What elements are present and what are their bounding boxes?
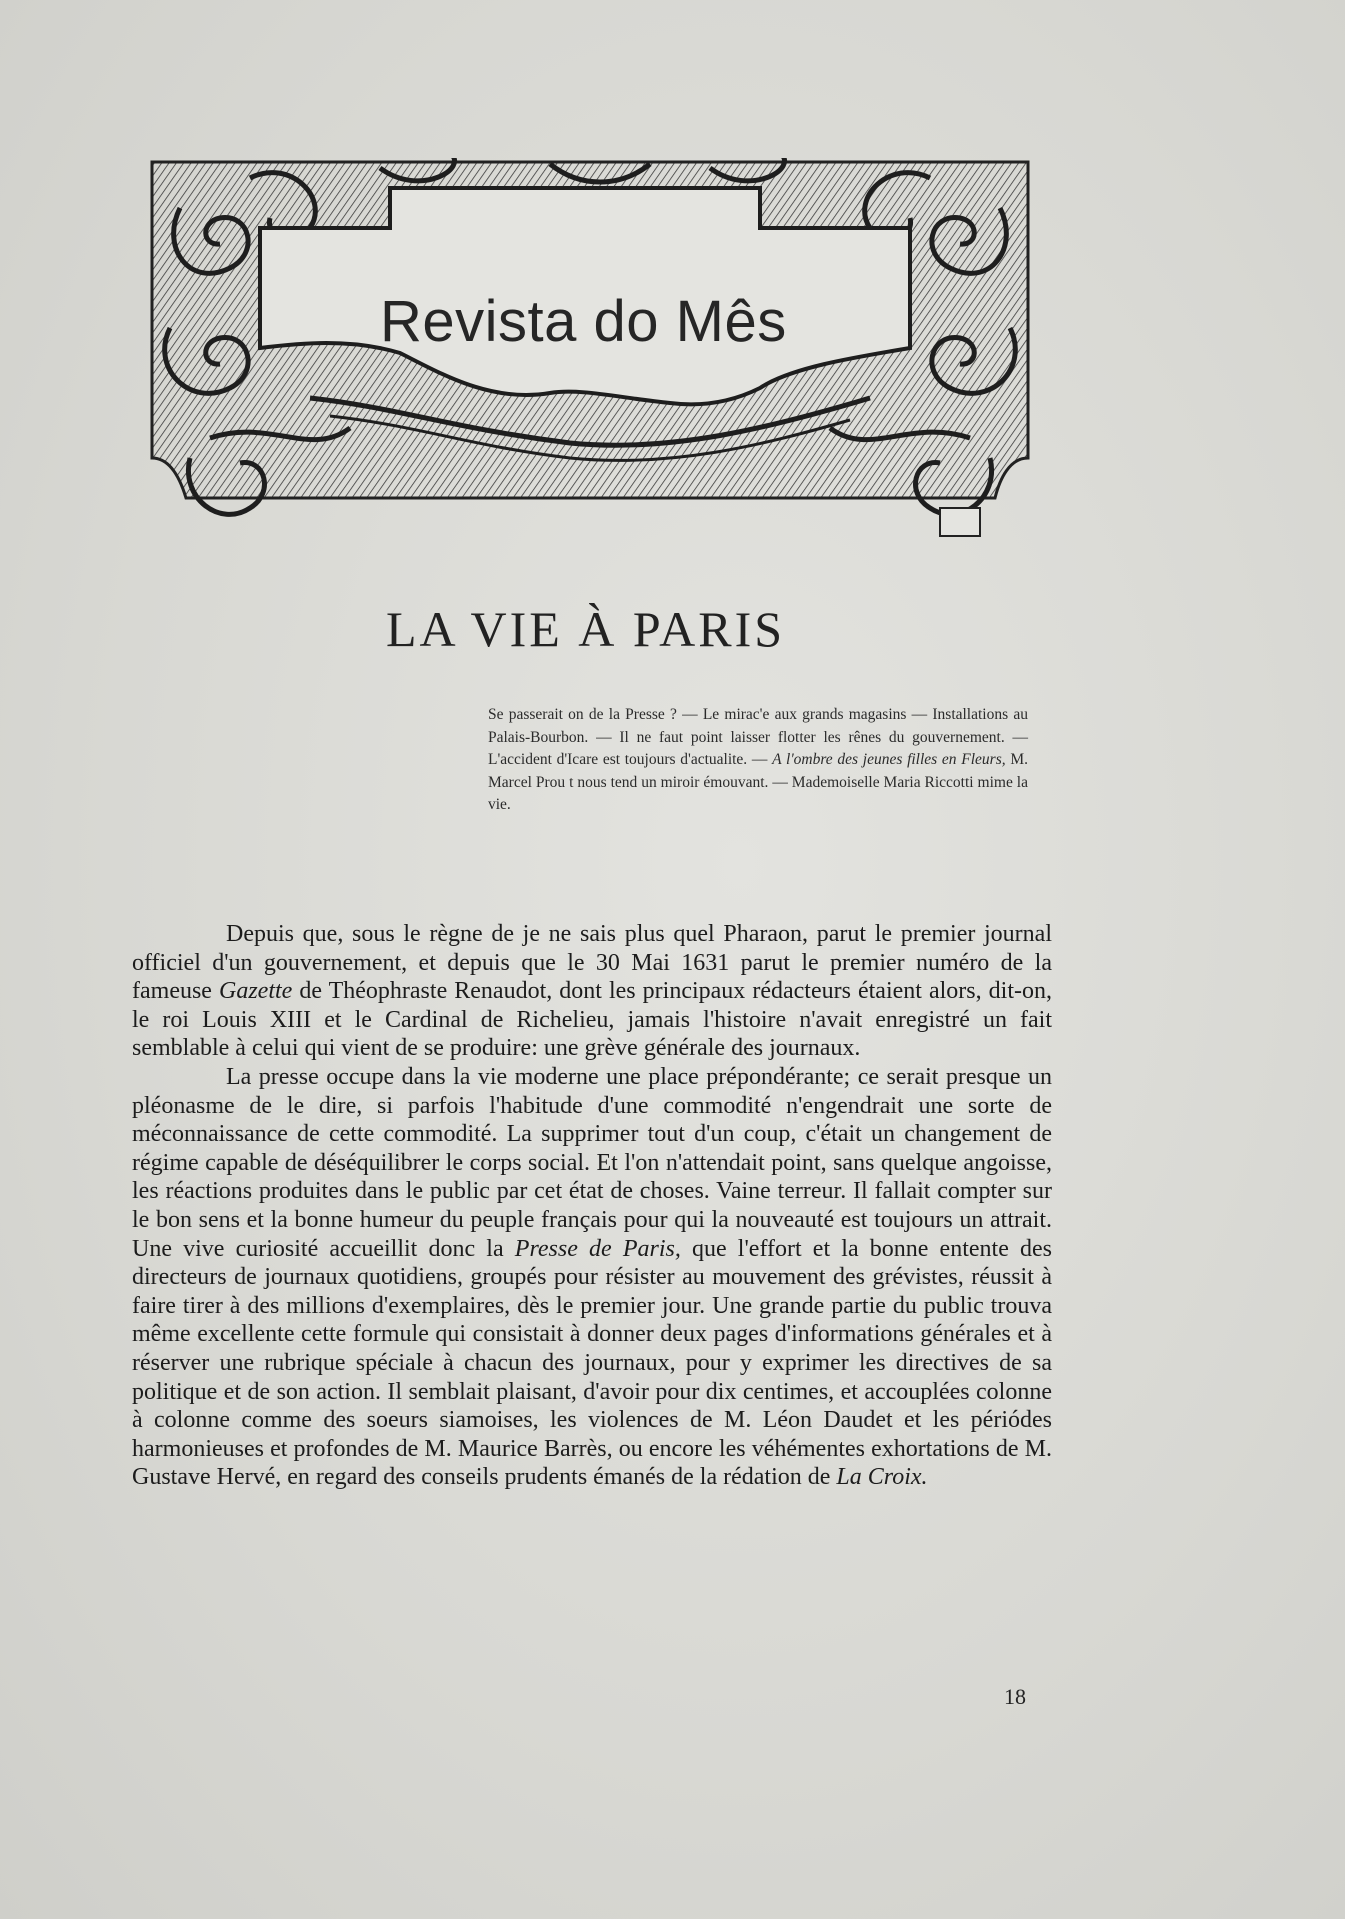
body-paragraph <box>132 920 1052 1063</box>
text-run: que l'effort et la bonne entente des directeurs de journaux quotidiens, groupés pour résister au mouvement des grévistes, réussit à faire tirer à des millions d'exemplaires, dès le premier jour. Une grande partie du public trouva même excellente cette formule qui consistait à donner deux pages d'informations générales et à réserver une rubrique spéciale à chacun des journaux, pour y exprimer les directives de sa politique et de son action. Il semblait plaisant, d'avoir pour dix centimes, et accouplées colonne à colonne comme des soeurs siamoises, les violences de M. Léon Daudet et les périódes harmonieuses et profondes de M. Maurice Barrès, ou encore les véhémentes exhortations de M. Gustave Hervé, en regard des conseils prudents émanés de la rédation de <box>132 1235 1052 1491</box>
text-run: Se passerait on de la Presse ? — Le mirac'e aux grands magasins — Installations au Palais-Bourbon. — Il ne faut point laisser flotter les rênes du gouvernement. — L'accident d'Icare est toujours d'actualite. — <box>488 706 1028 769</box>
italic-text-run: A l'ombre des jeunes filles en Fleurs, <box>772 751 1006 769</box>
article-body <box>132 920 1052 1492</box>
page-number: 18 <box>1004 1684 1026 1709</box>
ornamental-header-banner <box>150 158 1030 548</box>
text-run: Depuis que, sous le règne de je ne sais plus quel Pharaon, parut le premier journal officiel d'un gouvernement, et depuis que le 30 Mai 1631 parut le premier numéro de la fameuse <box>132 921 1052 1005</box>
article-summary <box>488 704 1028 817</box>
italic-text-run: La Croix. <box>836 1464 928 1491</box>
text-run: de Théophraste Renaudot, dont les principaux rédacteurs étaient alors, dit-on, le roi Louis XIII et le Cardinal de Richelieu, jamais l'histoire n'avait enregistré un fait semblable à celui qui vient de se produire: une grève générale des journaux. <box>132 978 1052 1062</box>
article-title: LA VIE À PARIS <box>386 601 786 657</box>
text-run: M. Marcel Prou t nous tend un miroir émouvant. — Mademoiselle Maria Riccotti mime la vie. <box>488 751 1028 814</box>
text-run: La presse occupe dans la vie moderne une place prépondérante; ce serait presque un pléonasme de le dire, si parfois l'habitude d'une commodité n'engendrait une sorte de méconnaissance de cette commodité. La supprimer tout d'un coup, c'était un changement de régime capable de déséquilibrer le corps social. Et l'on n'attendait point, sans quelque angoisse, les réactions produites dans le public par cet état de choses. Vaine terreur. Il fallait compter sur le bon sens et la bonne humeur du peuple français pour qui la nouveauté est toujours un attrait. Une vive curiosité accueillit donc la <box>132 1063 1052 1262</box>
italic-text-run: Gazette <box>219 978 293 1005</box>
body-paragraph <box>132 1063 1052 1492</box>
italic-text-run: Presse de Paris, <box>514 1235 681 1262</box>
banner-title: Revista do Mês <box>380 289 787 354</box>
